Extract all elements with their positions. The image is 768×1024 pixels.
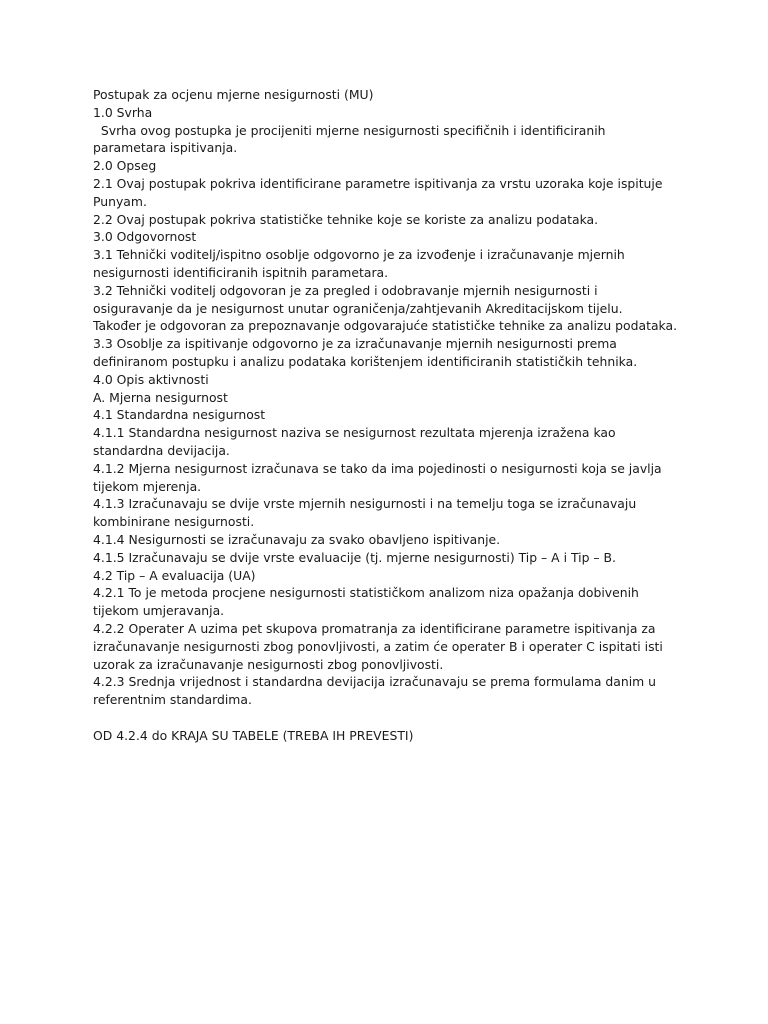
section-heading: A. Mjerna nesigurnost [93, 389, 228, 405]
paragraph-line: izračunavanje nesigurnosti zbog ponovljivosti, a zatim će operater B i operater C ispitati isti [93, 638, 663, 654]
doc-title: Postupak za ocjenu mjerne nesigurnosti (MU) [93, 87, 374, 102]
section-heading: 1.0 Svrha [93, 104, 153, 120]
paragraph-line: definiranom postupku i analizu podataka korištenjem identificiranih statističkih tehnika. [93, 353, 638, 369]
paragraph-line: 2.2 Ovaj postupak pokriva statističke tehnike koje se koriste za analizu podataka. [93, 211, 599, 227]
paragraph-line: Punyam. [93, 193, 147, 209]
paragraph-line: 4.2.1 To je metoda procjene nesigurnosti statističkom analizom niza opažanja dobivenih [93, 585, 639, 601]
paragraph-line: 4.1.1 Standardna nesigurnost naziva se nesigurnost rezultata mjerenja izražena kao [93, 425, 616, 441]
paragraph-line: 4.1.3 Izračunavaju se dvije vrste mjernih nesigurnosti i na temelju toga se izračunavaju [93, 496, 637, 512]
section-heading: 4.1 Standardna nesigurnost [93, 407, 266, 423]
paragraph-line: 3.3 Osoblje za ispitivanje odgovorno je za izračunavanje mjernih nesigurnosti prema [93, 336, 617, 352]
section-heading: 4.2 Tip – A evaluacija (UA) [93, 567, 256, 583]
paragraph-line: 4.2.3 Srednja vrijednost i standardna devijacija izračunavaju se prema formulama danim u [93, 674, 657, 690]
paragraph-line: tijekom mjerenja. [93, 478, 202, 494]
paragraph-line: 4.1.5 Izračunavaju se dvije vrste evaluacije (tj. mjerne nesigurnosti) Tip – A i Tip – B. [93, 549, 616, 565]
paragraph-line: kombinirane nesigurnosti. [93, 514, 255, 530]
paragraph-line: 3.2 Tehnički voditelj odgovoran je za pregled i odobravanje mjernih nesigurnosti i [93, 282, 598, 298]
paragraph-line: parametara ispitivanja. [93, 140, 238, 156]
paragraph-line: nesigurnosti identificiranih ispitnih parametara. [93, 264, 389, 280]
paragraph-line: standardna devijacija. [93, 442, 230, 458]
paragraph-line: tijekom umjeravanja. [93, 603, 225, 619]
paragraph-line: uzorak za izračunavanje nesigurnosti zbog ponovljivosti. [93, 656, 444, 672]
blank-line [93, 709, 693, 727]
section-heading: 2.0 Opseg [93, 158, 157, 174]
paragraph-line: osiguravanje da je nesigurnost unutar ograničenja/zahtjevanih Akreditacijskom tijelu. [93, 300, 623, 316]
document-body [93, 86, 693, 744]
section-heading: 3.0 Odgovornost [93, 229, 197, 245]
paragraph-line: Svrha ovog postupka je procijeniti mjerne nesigurnosti specifičnih i identificiranih [93, 122, 606, 138]
paragraph-line: 4.1.2 Mjerna nesigurnost izračunava se tako da ima pojedinosti o nesigurnosti koja se javlja [93, 460, 662, 476]
paragraph-line: 4.1.4 Nesigurnosti se izračunavaju za svako obavljeno ispitivanje. [93, 531, 501, 547]
paragraph-line: Također je odgovoran za prepoznavanje odgovarajuće statističke tehnike za analizu podataka. [93, 318, 678, 334]
paragraph-line: referentnim standardima. [93, 692, 252, 708]
section-heading: 4.0 Opis aktivnosti [93, 371, 209, 387]
paragraph-line: 4.2.2 Operater A uzima pet skupova promatranja za identificirane parametre ispitivanja za [93, 620, 656, 636]
paragraph-line: 2.1 Ovaj postupak pokriva identificirane parametre ispitivanja za vrstu uzoraka koje ispituje [93, 175, 663, 191]
footer-note: OD 4.2.4 do KRAJA SU TABELE (TREBA IH PREVESTI) [93, 727, 414, 743]
paragraph-line: 3.1 Tehnički voditelj/ispitno osoblje odgovorno je za izvođenje i izračunavanje mjernih [93, 247, 625, 263]
